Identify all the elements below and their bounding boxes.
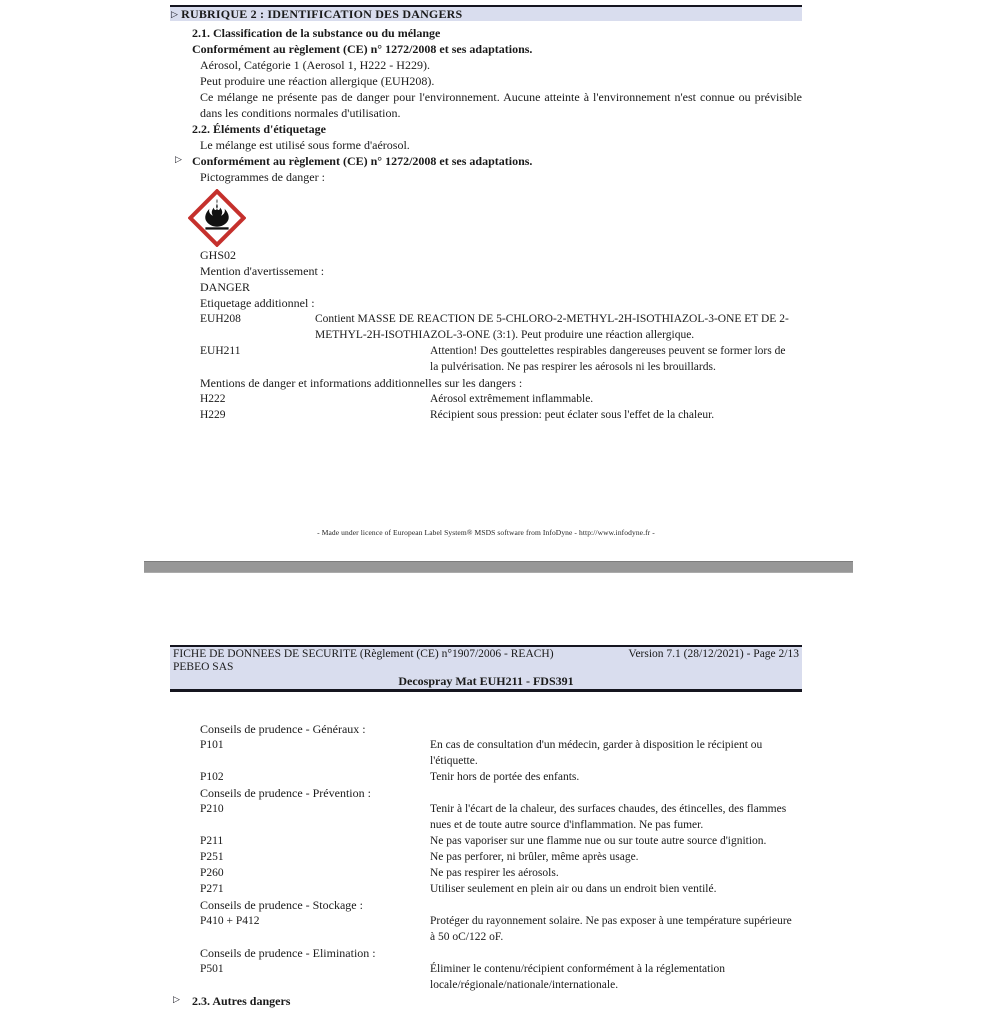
statement-text: Contient MASSE DE REACTION DE 5-CHLORO-2-METHYL-2H-ISOTHIAZOL-3-ONE ET DE 2-METHYL-2H-ISOTHIAZOL-3-ONE (3:1). Peut produire une réaction allergique. [315, 313, 789, 341]
statement-code: P102 [200, 771, 224, 783]
statement-row-p251 [170, 849, 802, 865]
sds-company: PEBEO SAS [173, 661, 234, 673]
sds-version-page: Version 7.1 (28/12/2021) - Page 2/13 [628, 648, 799, 660]
environment-paragraph: Ce mélange ne présente pas de danger pour l'environnement. Aucune atteinte à l'environnement n'est connue ou prévisible dans les conditions normales d'utilisation. [200, 90, 802, 120]
statement-text: Utiliser seulement en plein air ou dans un endroit bien ventilé. [430, 883, 717, 895]
page-break-separator [144, 561, 853, 573]
statement-row-h229 [170, 407, 802, 423]
statement-text: Tenir à l'écart de la chaleur, des surfaces chaudes, des étincelles, des flammes nues et de toute autre source d'inflammation. Ne pas fumer. [430, 803, 787, 831]
statement-row-p102 [170, 769, 802, 785]
statement-text: Récipient sous pression: peut éclater sous l'effet de la chaleur. [430, 409, 715, 421]
page-1-licence-footer: - Made under licence of European Label System® MSDS software from InfoDyne - http://www.infodyne.fr - [317, 528, 655, 537]
statement-text: Ne pas perforer, ni brûler, même après usage. [430, 851, 639, 863]
revision-marker-icon: ▷ [175, 154, 182, 164]
section-marker-icon: ▷ [171, 8, 179, 19]
group-label-prevention: Conseils de prudence - Prévention : [200, 786, 371, 800]
statement-text: Éliminer le contenu/récipient conformément à la réglementation locale/régionale/nationale/internationale. [430, 963, 726, 991]
statement-text: Protéger du rayonnement solaire. Ne pas exposer à une température supérieure à 50 oC/122 oF. [430, 915, 792, 943]
statement-code: P251 [200, 851, 224, 863]
statement-row-euh208 [170, 311, 802, 343]
group-label-generaux: Conseils de prudence - Généraux : [200, 722, 366, 736]
statement-code: P211 [200, 835, 224, 847]
statement-code: P210 [200, 803, 224, 815]
ghs02-diamond [188, 189, 246, 247]
pictogram-code-label: GHS02 [200, 248, 237, 262]
statement-code: P101 [200, 739, 224, 751]
classification-category-line: Aérosol, Catégorie 1 (Aerosol 1, H222 - H229). [200, 58, 430, 72]
statement-code: P410 + P412 [200, 915, 260, 927]
sds-product-title: Decospray Mat EUH211 - FDS391 [398, 674, 574, 688]
section-2-3-text: 2.3. Autres dangers [192, 994, 291, 1008]
statement-code: P501 [200, 963, 224, 975]
statement-row-p101 [170, 737, 802, 769]
warning-mention-value: DANGER [200, 280, 250, 294]
statement-text: Tenir hors de portée des enfants. [430, 771, 580, 783]
page-1 [170, 5, 802, 537]
statement-row-h222 [170, 391, 802, 407]
group-label-elimination: Conseils de prudence - Elimination : [200, 946, 376, 960]
sds-header-band [170, 645, 802, 692]
ghs02-flame-pictogram-icon [188, 189, 246, 247]
statement-code: EUH211 [200, 345, 241, 357]
warning-mention-label: Mention d'avertissement : [200, 264, 325, 278]
statement-row-euh211 [170, 343, 802, 375]
statement-row-p501 [170, 961, 802, 993]
statement-text: Aérosol extrêmement inflammable. [430, 393, 594, 405]
statement-row-p210 [170, 801, 802, 833]
statement-text: Attention! Des gouttelettes respirables dangereuses peuvent se former lors de la pulvérisation. Ne pas respirer les aérosols ni les brouillards. [430, 345, 786, 373]
section-marker-icon: ▷ [173, 994, 180, 1004]
section-2-3-heading-clipped [170, 993, 802, 1009]
pictograms-label: Pictogrammes de danger : [200, 170, 325, 184]
labelling-intro-line: Le mélange est utilisé sous forme d'aérosol. [200, 138, 410, 152]
hazard-mentions-label: Mentions de danger et informations additionnelles sur les dangers : [200, 376, 523, 390]
statement-row-p410-p412 [170, 913, 802, 945]
rubrique-2-header-band [170, 5, 802, 21]
page-2 [170, 645, 802, 1009]
statement-row-p211 [170, 833, 802, 849]
labelling-conformity-line [170, 153, 802, 169]
additional-labelling-label: Etiquetage additionnel : [200, 296, 315, 310]
statement-text: En cas de consultation d'un médecin, garder à disposition le récipient ou l'étiquette. [430, 739, 763, 767]
sds-header-row-1 [173, 648, 799, 661]
section-2-1-heading: 2.1. Classification de la substance ou du mélange [192, 26, 441, 40]
statement-text: Ne pas vaporiser sur une flamme nue ou sur toute autre source d'ignition. [430, 835, 767, 847]
rubrique-2-title: RUBRIQUE 2 : IDENTIFICATION DES DANGERS [181, 6, 463, 21]
statement-code: P271 [200, 883, 224, 895]
group-label-stockage: Conseils de prudence - Stockage : [200, 898, 363, 912]
statement-row-p271 [170, 881, 802, 897]
classification-conformity-line: Conformément au règlement (CE) n° 1272/2008 et ses adaptations. [192, 42, 533, 56]
classification-allergic-line: Peut produire une réaction allergique (EUH208). [200, 74, 435, 88]
statement-row-p260 [170, 865, 802, 881]
sds-title: FICHE DE DONNEES DE SECURITE (Règlement (CE) n°1907/2006 - REACH) [173, 648, 554, 660]
precautionary-statements-block [170, 721, 802, 1009]
statement-text: Ne pas respirer les aérosols. [430, 867, 559, 879]
section-2-2-heading: 2.2. Éléments d'étiquetage [192, 122, 326, 136]
statement-code: H229 [200, 409, 226, 421]
statement-code: EUH208 [200, 313, 241, 325]
statement-code: P260 [200, 867, 224, 879]
labelling-conformity-text: Conformément au règlement (CE) n° 1272/2008 et ses adaptations. [192, 154, 533, 168]
statement-code: H222 [200, 393, 226, 405]
